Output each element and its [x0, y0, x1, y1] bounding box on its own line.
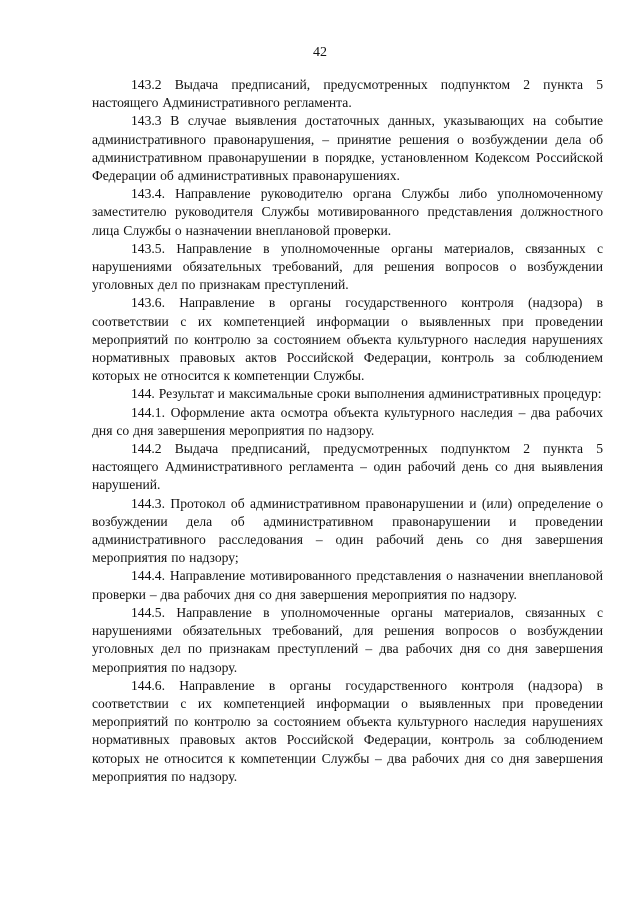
paragraph-143-6: 143.6. Направление в органы государственного контроля (надзора) в соответствии с их компетенцией информации о выявленных при проведении мероприятий по контролю за состоянием объекта культурного наследия нарушениях нормативных правовых актов Российской Федерации, контроль за соблюдением которых не относится к компетенции Службы.	[92, 295, 603, 384]
paragraph-143-5: 143.5. Направление в уполномоченные органы материалов, связанных с нарушениями обязательных требований, для решения вопросов о возбуждении уголовных дел по признакам преступлений.	[92, 240, 603, 293]
paragraph-143-3: 143.3 В случае выявления достаточных данных, указывающих на событие административного правонарушения, – принятие решения о возбуждении дела об административном правонарушении в порядке, установленном Кодексом Российской Федерации об административных правонарушениях.	[92, 113, 603, 184]
paragraph-144-3: 144.3. Протокол об административном правонарушении и (или) определение о возбуждении дела об административном правонарушении и проведении административного расследования – один рабочий день со дня завершения мероприятия по надзору;	[92, 495, 603, 566]
paragraph-143-2: 143.2 Выдача предписаний, предусмотренных подпунктом 2 пункта 5 настоящего Административного регламента.	[92, 77, 603, 111]
page-number: 42	[313, 45, 327, 60]
paragraph-144: 144. Результат и максимальные сроки выполнения административных процедур:	[131, 386, 602, 402]
paragraph-144-6: 144.6. Направление в органы государственного контроля (надзора) в соответствии с их компетенцией информации о выявленных при проведении мероприятий по контролю за состоянием объекта культурного наследия нарушениях нормативных правовых актов Российской Федерации, контроль за соблюдением которых не относится к компетенции Службы – два рабочих дня со дня завершения мероприятия по надзору.	[92, 677, 603, 784]
paragraph-144-4: 144.4. Направление мотивированного представления о назначении внеплановой проверки – два рабочих дня со дня завершения мероприятия по надзору.	[92, 568, 603, 602]
document-body	[92, 76, 603, 786]
paragraph-144-2: 144.2 Выдача предписаний, предусмотренных подпунктом 2 пункта 5 настоящего Административного регламента – один рабочий день со дня выявления нарушений.	[92, 441, 603, 493]
paragraph-143-4: 143.4. Направление руководителю органа Службы либо уполномоченному заместителю руководителя Службы мотивированного представления должностного лица Службы о назначении внеплановой проверки.	[92, 186, 603, 238]
paragraph-144-5: 144.5. Направление в уполномоченные органы материалов, связанных с нарушениями обязательных требований, для решения вопросов о возбуждении уголовных дел по признакам преступлений – два рабочих дня со дня завершения мероприятия по надзору.	[92, 604, 603, 675]
paragraph-144-1: 144.1. Оформление акта осмотра объекта культурного наследия – два рабочих дня со дня завершения мероприятия по надзору.	[92, 404, 603, 438]
